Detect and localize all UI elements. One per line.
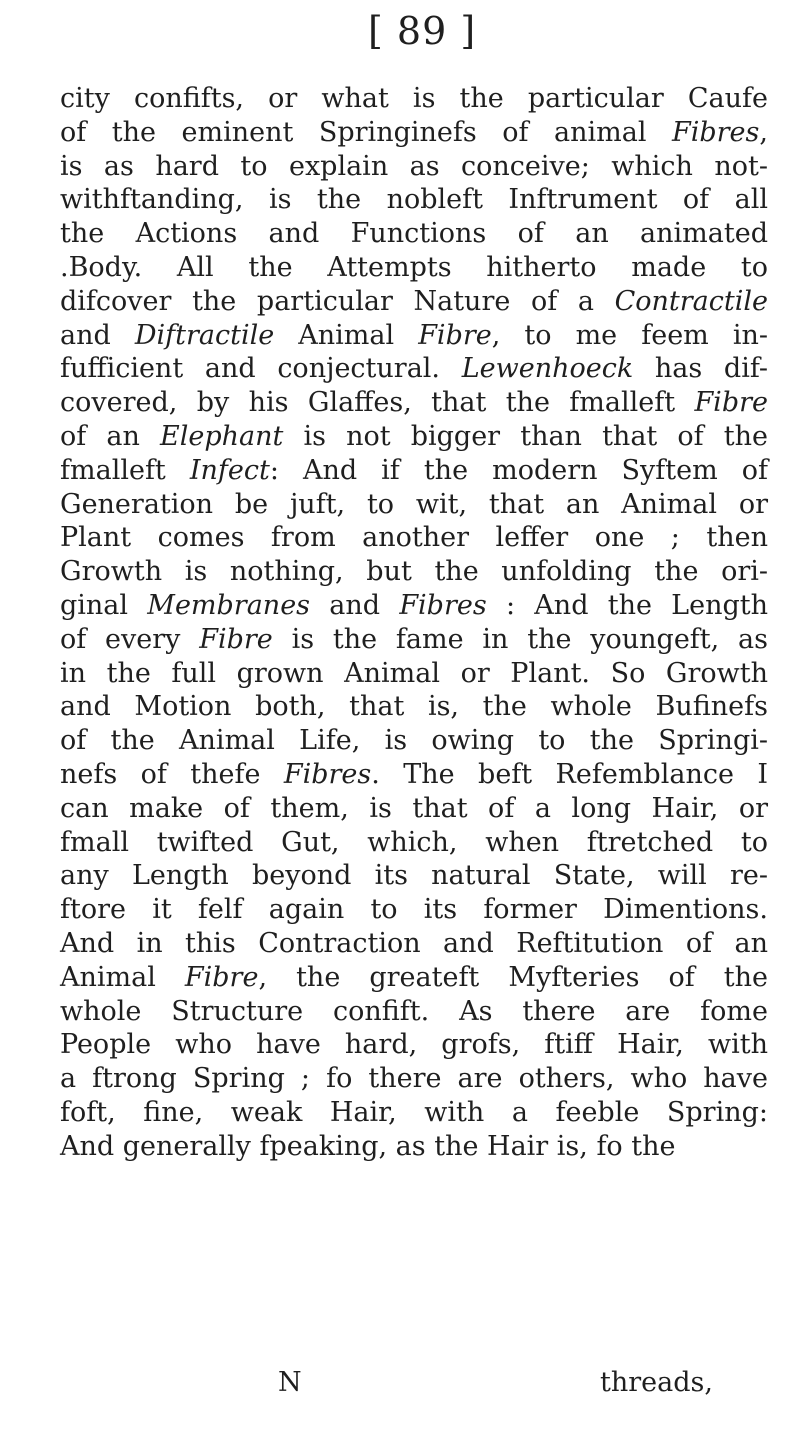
text-segment: is not bigger than that of the: [283, 420, 768, 452]
page-footer: [0, 1363, 801, 1403]
body-text: [60, 82, 768, 1164]
text-line: [60, 217, 768, 251]
text-line: [60, 183, 768, 217]
text-segment: whole Structure confift. As there are fome: [60, 995, 768, 1027]
text-segment: Animal: [274, 319, 419, 351]
italic-text: Fibres: [399, 589, 487, 621]
text-line: [60, 826, 768, 860]
text-segment: can make of them, is that of a long Hair, or: [60, 792, 768, 824]
text-line: [60, 893, 768, 927]
text-line: [60, 1130, 768, 1164]
catchword: threads,: [600, 1367, 713, 1398]
text-line: [60, 690, 768, 724]
text-segment: fufficient and conjectural.: [60, 353, 462, 385]
text-line: [60, 758, 768, 792]
text-line: [60, 1096, 768, 1130]
text-line: [60, 420, 768, 454]
italic-text: Lewenhoeck: [461, 353, 634, 385]
italic-text: Infect: [189, 454, 270, 486]
italic-text: Fibre: [184, 961, 259, 993]
text-segment: And generally fpeaking, as the Hair is, fo the: [60, 1130, 676, 1162]
italic-text: Fibre: [694, 387, 768, 419]
text-segment: of the eminent Springinefs of animal: [60, 116, 672, 148]
text-line: [60, 285, 768, 319]
text-segment: ftore it felf again to its former Dimentions.: [60, 894, 768, 926]
text-segment: and Motion both, that is, the whole Bufinefs: [60, 691, 768, 723]
text-line: [60, 488, 768, 522]
text-line: [60, 859, 768, 893]
text-segment: and: [310, 589, 400, 621]
text-segment: : And the Length: [486, 589, 769, 621]
text-segment: withftanding, is the nobleft Inftrument of all: [60, 184, 768, 216]
text-line: [60, 657, 768, 691]
text-line: [60, 319, 768, 353]
text-segment: is the fame in the youngeft, as: [272, 623, 768, 655]
italic-text: Fibres: [672, 116, 760, 148]
text-segment: Plant comes from another leffer one ; then: [60, 522, 768, 554]
text-segment: the Actions and Functions of an animated: [60, 218, 768, 250]
text-segment: has dif-: [633, 353, 768, 385]
text-line: [60, 82, 768, 116]
text-line: [60, 386, 768, 420]
italic-text: Fibres: [283, 758, 372, 790]
text-segment: of the Animal Life, is owing to the Springi-: [60, 725, 768, 757]
text-segment: , to me feem in-: [491, 319, 768, 351]
text-segment: and: [60, 319, 135, 351]
text-line: [60, 116, 768, 150]
text-segment: , the greateft Myfteries of the: [258, 961, 768, 993]
text-segment: is as hard to explain as conceive; which not-: [60, 150, 768, 182]
text-line: [60, 927, 768, 961]
text-line: [60, 521, 768, 555]
text-segment: : And if the modern Syftem of: [269, 454, 768, 486]
text-line: [60, 995, 768, 1029]
text-segment: People who have hard, grofs, ftiff Hair, with: [60, 1029, 768, 1061]
text-segment: ,: [759, 116, 768, 148]
text-segment: difcover the particular Nature of a: [60, 285, 615, 317]
text-line: [60, 150, 768, 184]
text-line: [60, 724, 768, 758]
text-segment: . The beft Refemblance I: [371, 758, 769, 790]
text-line: [60, 1028, 768, 1062]
text-line: [60, 1062, 768, 1096]
text-line: [60, 454, 768, 488]
text-segment: of every: [60, 623, 200, 655]
text-segment: nefs of thefe: [60, 758, 284, 790]
italic-text: Fibre: [199, 623, 273, 655]
text-segment: Growth is nothing, but the unfolding the ori-: [60, 556, 768, 588]
text-segment: Animal: [60, 961, 185, 993]
text-line: [60, 792, 768, 826]
italic-text: Elephant: [160, 420, 284, 452]
text-segment: a ftrong Spring ; fo there are others, who have: [60, 1063, 768, 1095]
text-segment: fmall twifted Gut, which, when ftretched to: [60, 826, 768, 858]
text-line: [60, 251, 768, 285]
text-segment: And in this Contraction and Reftitution of an: [60, 927, 768, 959]
text-segment: any Length beyond its natural State, will re-: [60, 860, 768, 892]
text-segment: covered, by his Glaffes, that the fmalleft: [60, 387, 695, 419]
text-line: [60, 555, 768, 589]
text-segment: city confifts, or what is the particular Caufe: [60, 83, 768, 114]
text-line: [60, 352, 768, 386]
italic-text: Contractile: [614, 285, 768, 317]
italic-text: Diftractile: [134, 319, 275, 351]
text-segment: in the full grown Animal or Plant. So Growth: [60, 657, 768, 689]
text-segment: of an: [60, 420, 160, 452]
italic-text: Fibre: [418, 319, 492, 351]
signature-mark: N: [278, 1367, 302, 1398]
text-segment: foft, fine, weak Hair, with a feeble Spring:: [60, 1096, 768, 1128]
page-number: [ 89 ]: [368, 9, 477, 53]
text-line: [60, 623, 768, 657]
italic-text: Membranes: [147, 589, 311, 621]
text-segment: Generation be juft, to wit, that an Animal or: [60, 488, 768, 520]
text-line: [60, 589, 768, 623]
text-segment: ginal: [60, 589, 148, 621]
text-segment: .Body. All the Attempts hitherto made to: [60, 251, 768, 283]
text-segment: fmalleft: [60, 454, 190, 486]
text-line: [60, 961, 768, 995]
